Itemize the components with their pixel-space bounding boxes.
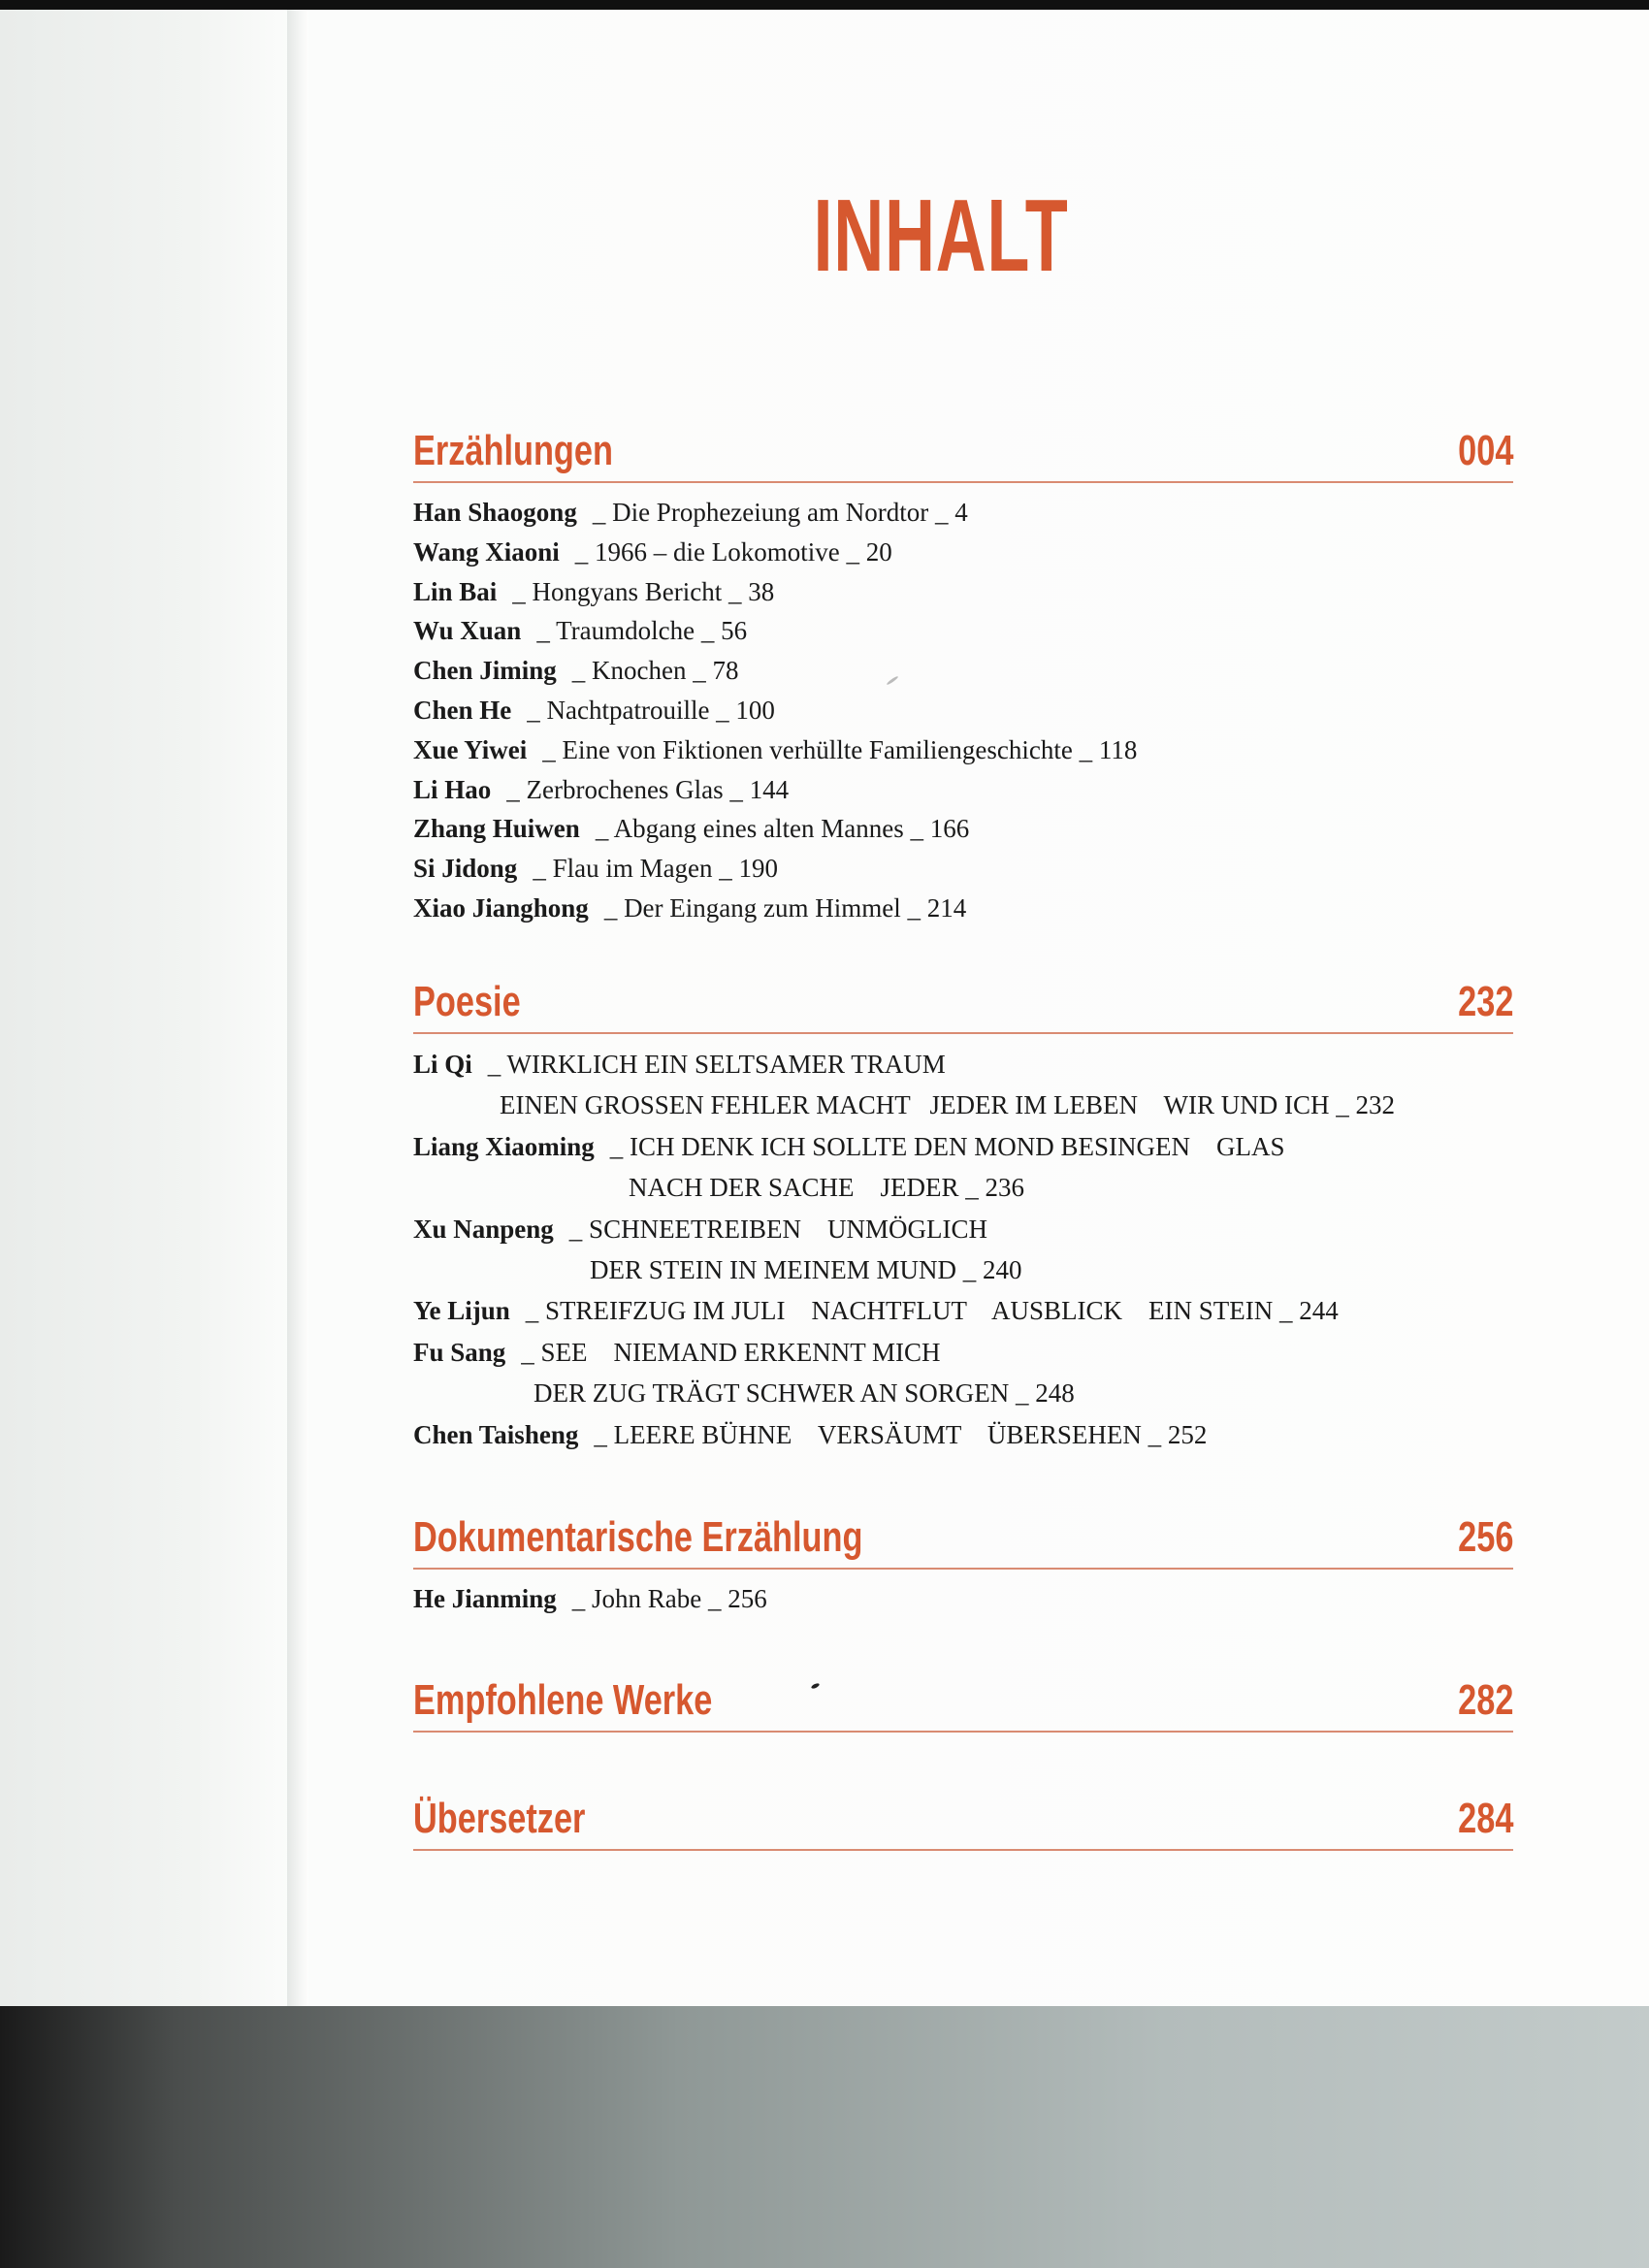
section-page-number: 282 xyxy=(1457,1676,1513,1724)
section-header xyxy=(413,419,1513,483)
toc-entry xyxy=(413,533,1513,572)
entry-title: DER STEIN IN MEINEM MUND _ 240 xyxy=(590,1255,1022,1285)
entry-title: _ Traumdolche _ 56 xyxy=(536,616,748,646)
entry-author: Xue Yiwei xyxy=(413,734,528,764)
entry-list xyxy=(413,1579,1513,1619)
section-title: Übersetzer xyxy=(413,1795,586,1842)
section-header xyxy=(413,970,1513,1034)
toc-section-empfohlene-werke xyxy=(413,1669,1513,1733)
toc-entry xyxy=(413,849,1513,889)
entry-author: Fu Sang xyxy=(413,1337,506,1367)
toc-section-poesie xyxy=(413,970,1513,1455)
section-page-number: 284 xyxy=(1457,1795,1513,1842)
entry-author: Chen Jiming xyxy=(413,656,557,686)
section-page-number: 232 xyxy=(1457,978,1513,1025)
toc-entry xyxy=(413,1209,1513,1249)
entry-author: Xiao Jianghong xyxy=(413,892,589,923)
toc-entry-continuation xyxy=(413,1249,1513,1290)
entry-title: EINEN GROSSEN FEHLER MACHT JEDER IM LEBEN WIR UND ICH _ 232 xyxy=(500,1090,1395,1120)
entry-title: _ Flau im Magen _ 190 xyxy=(533,854,779,884)
toc-entry xyxy=(413,1332,1513,1373)
entry-title: _ ICH DENK ICH SOLLTE DEN MOND BESINGEN GLAS xyxy=(609,1131,1285,1161)
toc-entry xyxy=(413,889,1513,928)
entry-title: _ Eine von Fiktionen verhüllte Familiengeschichte _ 118 xyxy=(542,734,1138,764)
entry-list xyxy=(413,1044,1513,1455)
entry-title: _ STREIFZUG IM JULI NACHTFLUT AUSBLICK EIN STEIN _ 244 xyxy=(525,1296,1339,1326)
entry-author: He Jianming xyxy=(413,1584,557,1613)
toc-section-dokumentarische-erzaehlung xyxy=(413,1506,1513,1619)
entry-title: _ WIRKLICH EIN SELTSAMER TRAUM xyxy=(487,1050,946,1079)
entry-author: Li Hao xyxy=(413,774,492,804)
section-header xyxy=(413,1506,1513,1570)
entry-title: _ Knochen _ 78 xyxy=(571,656,739,686)
toc-entry xyxy=(413,651,1513,691)
entry-title: DER ZUG TRÄGT SCHWER AN SORGEN _ 248 xyxy=(534,1378,1075,1409)
toc-entry xyxy=(413,572,1513,612)
entry-title: _ Abgang eines alten Mannes _ 166 xyxy=(595,814,970,844)
section-title: Erzählungen xyxy=(413,427,613,474)
entry-title: _ Hongyans Bericht _ 38 xyxy=(512,576,775,606)
entry-author: Wang Xiaoni xyxy=(413,536,560,567)
entry-list xyxy=(413,493,1513,928)
toc-entry xyxy=(413,493,1513,533)
entry-author: Liang Xiaoming xyxy=(413,1131,595,1161)
section-page-number: 256 xyxy=(1457,1513,1513,1561)
entry-title: _ SCHNEETREIBEN UNMÖGLICH xyxy=(568,1214,988,1244)
toc-entry-continuation xyxy=(413,1373,1513,1413)
entry-title: _ 1966 – die Lokomotive _ 20 xyxy=(574,536,892,567)
entry-title: _ Nachtpatrouille _ 100 xyxy=(527,695,775,725)
entry-author: Chen He xyxy=(413,695,512,725)
toc-entry xyxy=(413,1579,1513,1619)
scan-background xyxy=(0,2006,1649,2268)
section-title: Poesie xyxy=(413,978,521,1025)
entry-author: Zhang Huiwen xyxy=(413,814,580,844)
entry-title: NACH DER SACHE JEDER _ 236 xyxy=(629,1173,1025,1203)
entry-title: _ Die Prophezeiung am Nordtor _ 4 xyxy=(592,498,968,527)
entry-title: _ John Rabe _ 256 xyxy=(571,1584,767,1613)
section-title: Dokumentarische Erzählung xyxy=(413,1513,863,1561)
entry-title: _ SEE NIEMAND ERKENNT MICH xyxy=(521,1337,941,1367)
toc-entry xyxy=(413,770,1513,810)
toc-entry-continuation xyxy=(413,1085,1513,1125)
entry-author: Lin Bai xyxy=(413,576,498,606)
toc-entry xyxy=(413,691,1513,730)
page-title: INHALT xyxy=(813,178,1069,293)
entry-title: _ Der Eingang zum Himmel _ 214 xyxy=(603,892,967,923)
entry-author: Ye Lijun xyxy=(413,1296,510,1326)
section-header xyxy=(413,1787,1513,1851)
page-gutter xyxy=(287,10,308,2006)
toc-entry xyxy=(413,1290,1513,1331)
entry-author: Si Jidong xyxy=(413,854,518,884)
section-header xyxy=(413,1669,1513,1733)
entry-author: Xu Nanpeng xyxy=(413,1214,554,1244)
section-title: Empfohlene Werke xyxy=(413,1676,713,1724)
entry-author: Wu Xuan xyxy=(413,616,522,646)
toc-section-uebersetzer xyxy=(413,1787,1513,1851)
toc-entry xyxy=(413,611,1513,651)
entry-title: _ Zerbrochenes Glas _ 144 xyxy=(506,774,790,804)
entry-author: Li Qi xyxy=(413,1050,472,1079)
toc-entry xyxy=(413,1126,1513,1167)
entry-author: Han Shaogong xyxy=(413,498,577,527)
toc-entry xyxy=(413,1414,1513,1455)
toc-entry xyxy=(413,730,1513,770)
toc-section-erzaehlungen xyxy=(413,419,1513,928)
toc-entry xyxy=(413,1044,1513,1085)
section-page-number: 004 xyxy=(1457,427,1513,474)
entry-title: _ LEERE BÜHNE VERSÄUMT ÜBERSEHEN _ 252 xyxy=(594,1419,1208,1449)
toc-entry-continuation xyxy=(413,1167,1513,1208)
entry-author: Chen Taisheng xyxy=(413,1419,579,1449)
toc-entry xyxy=(413,809,1513,849)
